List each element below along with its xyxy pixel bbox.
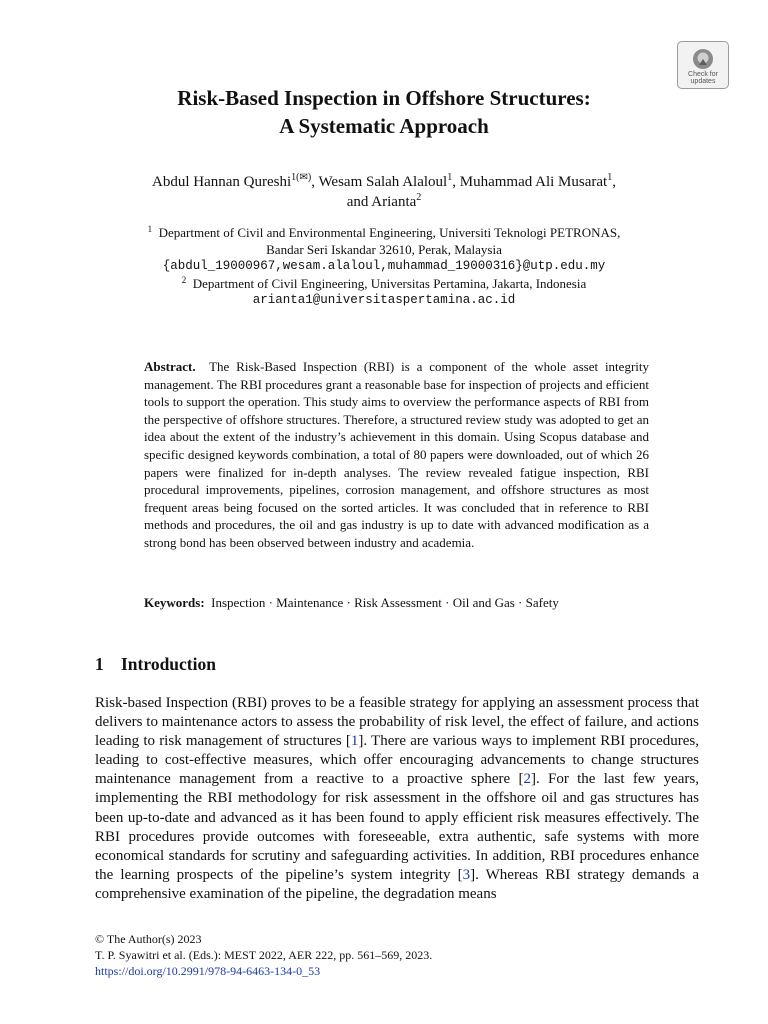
keywords — [144, 594, 664, 611]
authors-line-1 — [60, 172, 708, 192]
author-separator: , — [612, 174, 616, 190]
affiliation-2-line-1 — [90, 275, 678, 292]
author-list — [60, 172, 708, 212]
body-text: Risk-based Inspection (RBI) proves to be a feasible strategy for applying an assessment process that delivers to maintenance actors to assess the probability of risk level, the effect of failure, and actions leading to risk management of structures [ — [95, 695, 699, 750]
body-text: ]. There are various ways to implement RBI procedures, leading to cost-effective measures, which offer encouraging advancements to change structures maintenance management from a reactive to a proactive sphere [ — [95, 733, 700, 788]
affiliation-1-line-1 — [90, 224, 678, 241]
abstract-label: Abstract. — [144, 359, 196, 374]
citation-link[interactable]: 3 — [462, 866, 471, 883]
affiliation-number: 2 — [181, 275, 187, 285]
body-paragraph — [95, 694, 699, 904]
affiliation-number: 1 — [147, 224, 153, 234]
affiliation-1 — [90, 224, 678, 275]
affiliation-2-email[interactable]: arianta1@universitaspertamina.ac.id — [252, 293, 516, 307]
badge-line-2: updates — [690, 78, 716, 85]
crossmark-icon — [691, 47, 715, 71]
citation-link[interactable]: 2 — [523, 771, 531, 788]
abstract-text: The Risk-Based Inspection (RBI) is a component of the whole asset integrity management. The RBI procedures grant a reasonable base for inspection of projects and efficient tools to support the operation. This study aims to overview the performance aspects of RBI from the perspective of offshore structures. Therefore, a structured review study was adopted to get an idea about the extent of the industry’s achievement in this domain. Using Scopus database and specific designed keywords combination, a total of 80 papers were downloaded, out of which 26 papers were finalized for in-depth analyses. The review revealed fatigue inspection, RBI procedural improvements, pipelines, corrosion management, and offshore structures as most frequent areas being focused on the sorted articles. It was concluded that in reference to RBI methods and procedures, the oil and gas industry is up to date with advanced modification as a strong bond has been observed between industry and academia. — [144, 359, 649, 550]
copyright: © The Author(s) 2023 — [95, 932, 202, 946]
paper-title — [60, 84, 708, 140]
title-line-2: A Systematic Approach — [279, 114, 489, 138]
author-name: Arianta — [371, 194, 417, 210]
author-name: Wesam Salah Alaloul — [318, 174, 448, 190]
author-superscript: 1(✉) — [291, 172, 312, 183]
doi-link[interactable]: https://doi.org/10.2991/978-94-6463-134-0_53 — [95, 964, 321, 978]
affiliation-text: Department of Civil and Environmental Engineering, Universiti Teknologi PETRONAS, — [158, 225, 621, 240]
author-conjunction: and — [346, 194, 372, 210]
keywords-label: Keywords: — [144, 595, 205, 610]
author-superscript: 2 — [416, 192, 422, 203]
affiliation-text: Department of Civil Engineering, Universitas Pertamina, Jakarta, Indonesia — [192, 276, 587, 291]
abstract — [144, 358, 649, 552]
section-number: 1 — [95, 654, 104, 674]
keywords-text: Inspection · Maintenance · Risk Assessment · Oil and Gas · Safety — [211, 595, 559, 610]
body-text: ]. For the last few years, implementing the RBI methodology for risk assessment in the offshore oil and gas structures has been up-to-date and advanced as it has been found to apply efficient risk measures effectively. The RBI procedures provide outcomes with foreseeable, extra authentic, safe systems with more economical standards for scrutiny and safeguarding activities. In addition, RBI procedures enhance the learning prospects of the pipeline’s system integrity [ — [95, 771, 699, 883]
section-title: Introduction — [121, 654, 216, 674]
author-name: Muhammad Ali Musarat — [459, 174, 608, 190]
author-separator: , — [311, 174, 319, 190]
author-separator: , — [452, 174, 460, 190]
citation-link[interactable]: 1 — [350, 733, 359, 750]
authors-line-2 — [60, 192, 708, 212]
affiliation-1-email[interactable]: {abdul_19000967,wesam.alaloul,muhammad_19000316}@utp.edu.my — [162, 259, 606, 273]
body-text: ]. Whereas RBI strategy demands a comprehensive examination of the pipeline, the degradation means — [95, 866, 699, 902]
section-heading — [95, 654, 216, 675]
footer — [95, 931, 432, 979]
affiliation-1-line-2: Bandar Seri Iskandar 32610, Perak, Malaysia — [266, 242, 502, 257]
title-line-1: Risk-Based Inspection in Offshore Structures: — [177, 86, 591, 110]
author-name: Abdul Hannan Qureshi — [152, 174, 292, 190]
author-superscript: 1 — [447, 172, 453, 183]
check-for-updates-badge[interactable] — [677, 41, 729, 89]
author-superscript: 1 — [607, 172, 613, 183]
badge-line-1: Check for — [688, 71, 718, 78]
affiliation-2 — [90, 275, 678, 309]
citation: T. P. Syawitri et al. (Eds.): MEST 2022, AER 222, pp. 561–569, 2023. — [95, 948, 433, 962]
